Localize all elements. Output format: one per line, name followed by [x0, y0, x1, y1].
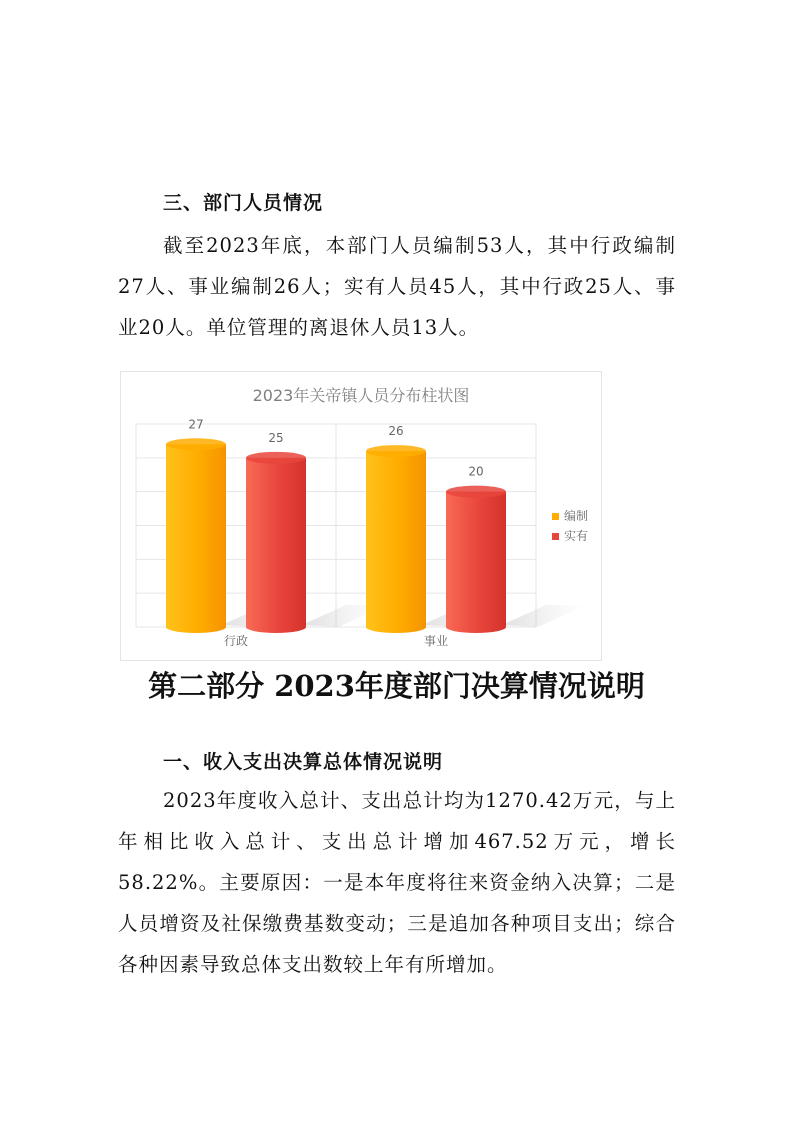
chart-title: 2023年关帝镇人员分布柱状图 — [252, 386, 470, 405]
data-label: 26 — [388, 424, 404, 439]
category-label: 行政 — [223, 634, 249, 648]
data-label: 25 — [268, 430, 284, 445]
data-label: 27 — [188, 417, 204, 432]
personnel-bar-chart — [120, 371, 602, 661]
personnel-paragraph: 截至2023年底，本部门人员编制53人，其中行政编制27人、事业编制26人；实有人员45人，其中行政25人、事业20人。单位管理的离退休人员13人。 — [118, 234, 676, 339]
legend-label: 编制 — [564, 509, 589, 523]
section-heading-personnel: 三、部门人员情况 — [163, 192, 324, 214]
bar-编制-事业 — [366, 451, 426, 633]
bar-实有-行政 — [246, 458, 306, 633]
bar-top-编制-事业 — [366, 445, 426, 457]
bar-shadow — [502, 605, 586, 627]
bar-top-实有-行政 — [246, 452, 306, 464]
data-label: 20 — [468, 464, 484, 479]
bar-实有-事业 — [446, 492, 506, 633]
chart-svg — [121, 372, 601, 660]
income-expenditure-paragraph: 2023年度收入总计、支出总计均为1270.42万元，与上年相比收入总计、支出总计增加467.52万元，增长58.22%。主要原因：一是本年度将往来资金纳入决算；二是人员增资及社保缴费基数变动；三是追加各种项目支出；综合各种因素导致总体支出数较上年有所增加。 — [118, 789, 676, 976]
section-heading-income-expenditure: 一、收入支出决算总体情况说明 — [163, 751, 444, 773]
legend-label: 实有 — [564, 529, 589, 543]
bar-top-编制-行政 — [166, 438, 226, 450]
legend-swatch — [552, 533, 559, 540]
part-two-title: 第二部分 2023年度部门决算情况说明 — [148, 669, 645, 703]
category-label: 事业 — [423, 634, 449, 648]
bar-top-实有-事业 — [446, 486, 506, 498]
legend-swatch — [552, 513, 559, 520]
bar-编制-行政 — [166, 444, 226, 633]
